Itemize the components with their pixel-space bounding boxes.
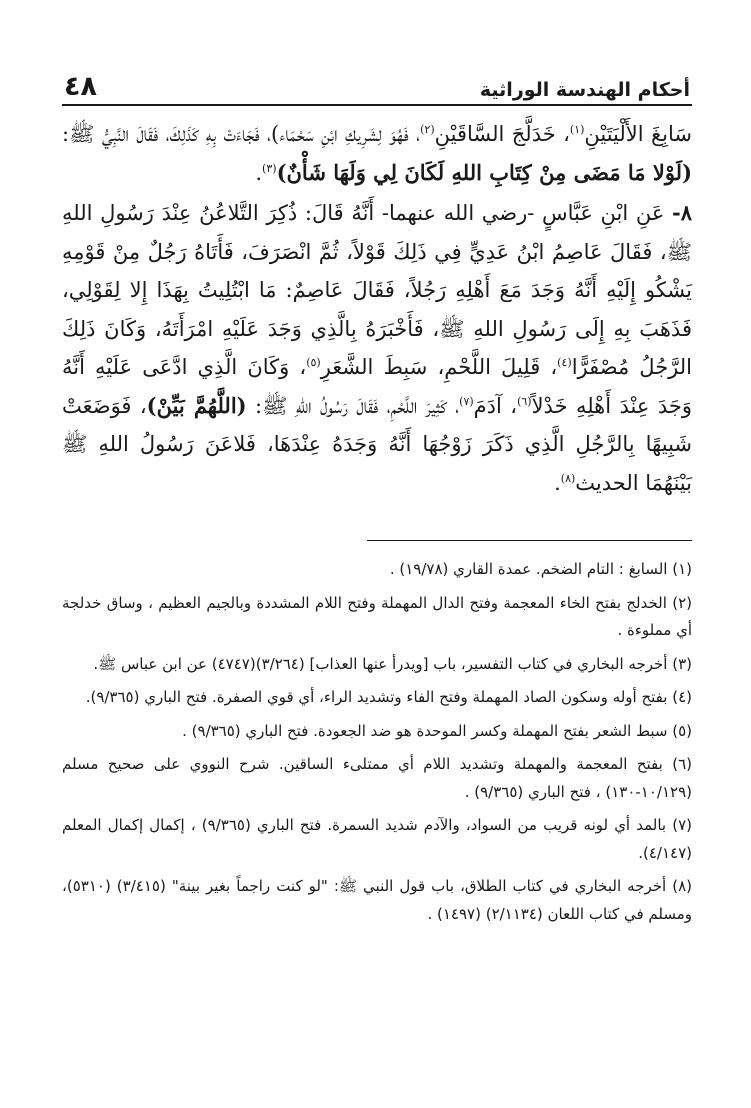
footnote xyxy=(62,684,692,712)
footnote-text: بالمد أي لونه قريب من السواد، والآدم شديد السمرة. فتح الباري (٩/٣٦٥) ، إكمال إكمال المعلم (٤/١٤٧). xyxy=(62,816,692,862)
page xyxy=(62,68,692,502)
text-run: . xyxy=(554,470,561,495)
prophetic-quote: (لَوْلا مَا مَضَى مِنْ كِتَابِ اللهِ لَكَانَ لِي وَلَهَا شَأْنٌ) xyxy=(276,159,692,185)
footnote-marker-6[interactable]: (٦) xyxy=(517,394,532,408)
text-run: ، آدَمَ xyxy=(473,393,518,418)
footnotes xyxy=(62,556,692,934)
footnote-text: بفتح المعجمة والمهملة وتشديد اللام أي ممتلىء الساقين. شرح النووي على صحيح مسلم (١٠/١٢٩-١٣٠) ، فتح الباري (٩/٣٦٥) . xyxy=(62,755,692,801)
prophetic-quote: (اللَّهُمَّ بَيِّنْ) xyxy=(146,392,247,418)
footnote xyxy=(62,651,692,679)
text-run: ، وَكَانَ الَّذِي ادَّعَى عَلَيْهِ أَنَّهُ وَجَدَ عِنْدَ أَهْلِهِ خَدْلاً xyxy=(62,355,692,418)
footnote-number: (٥) xyxy=(672,721,692,740)
footnote-text: أخرجه البخاري في كتاب التفسير، باب [ويدرأ عنها العذاب] (٣/٢٦٤)(٤٧٤٧) عن ابن عباس ﷺ. xyxy=(93,654,668,673)
page-number: ٤٨ xyxy=(64,71,97,102)
page-header xyxy=(62,68,692,106)
text-run: ، قَلِيلَ اللَّحْمِ، سَبِطَ الشَّعَرِ xyxy=(320,355,558,379)
footnote-number: (٤) xyxy=(672,688,692,706)
footnote-marker-3[interactable]: (٣) xyxy=(262,161,277,175)
footnote-number: (٢) xyxy=(672,593,692,612)
text-run: ، خَدَلَّجَ السَّاقَيْنِ xyxy=(434,122,570,146)
footnote-separator xyxy=(367,540,692,541)
text-run: ، فَوَضَعَتْ شَبِيهًا بِالرَّجُلِ الَّذِي ذَكَرَ زَوْجُهَا أَنَّهُ وَجَدَهُ عِنْدَهَا، فَلاعَنَ رَسُولُ اللهِ ﷺ بَيْنَهُمَا الحديث xyxy=(62,393,692,495)
footnote-number: (٨) xyxy=(672,877,692,895)
text-run: سَابِغَ الأَلْيَتَيْنِ xyxy=(584,122,692,146)
footnote xyxy=(62,751,692,806)
footnote xyxy=(62,812,692,867)
text-run: ، كَثِيرَ اللَّحْمِ، فَقَالَ رَسُولُ اللهِ ﷺ: xyxy=(246,393,460,418)
text-run: ، فَهُوَ لِشَرِيكِ ابْنِ سَحْمَاء)، فَجَاءَتْ بِهِ كَذَلِكَ، فَقَالَ النَّبِيُّ ﷺ: xyxy=(62,122,421,146)
footnote-number: (٣) xyxy=(672,654,692,673)
footnote xyxy=(62,873,692,928)
footnote-marker-8[interactable]: (٨) xyxy=(560,471,576,485)
paragraph-continuation xyxy=(62,115,692,192)
footnote-text: أخرجه البخاري في كتاب الطلاق، باب قول النبي ﷺ: "لو كنت راجماً بغير بينة" (٣/٤١٥) (٥٣١٠)، ومسلم في كتاب اللعان (٢/١١٣٤) (١٤٩٧) . xyxy=(62,877,692,923)
text-run: . xyxy=(255,160,263,185)
footnote-marker-7[interactable]: (٧) xyxy=(459,394,474,408)
footnote-marker-4[interactable]: (٤) xyxy=(557,356,572,369)
footnote-number: (١) xyxy=(672,560,692,578)
running-title: أحكام الهندسة الوراثية xyxy=(479,79,690,101)
main-text xyxy=(62,115,692,502)
hadith-8 xyxy=(62,194,692,502)
footnote-text: السابغ : التام الضخم. عمدة القاري (١٩/٧٨) . xyxy=(389,560,668,578)
footnote xyxy=(62,718,692,746)
hadith-number: ٨- xyxy=(672,200,692,225)
text-run: عَنِ ابْنِ عَبَّاسٍ -رضي الله عنهما- أَنَّهُ قَالَ: ذُكِرَ التَّلاعُنُ عِنْدَ رَسُولِ اللهِ ﷺ، فَقَالَ عَاصِمُ ابْنُ عَدِيٍّ فِي ذَلِكَ قَوْلاً، ثُمَّ انْصَرَفَ، فَأَتَاهُ رَجُلٌ مِنْ قَوْمِهِ يَشْكُو إِلَيْهِ أَنَّهُ وَجَدَ مَعَ أَهْلِهِ رَجُلاً، فَقَالَ عَاصِمٌ: مَا ابْتُلِيتُ بِهَذَا إِلا لِقَوْلِي، فَذَهَبَ بِهِ إِلَى رَسُولِ اللهِ ﷺ، فَأَخْبَرَهُ بِالَّذِي وَجَدَ عَلَيْهِ امْرَأَتَهُ، وَكَانَ ذَلِكَ الرَّجُلُ مُصْفَرًّا xyxy=(62,201,692,379)
footnote-text: سبط الشعر بفتح المهملة وكسر الموحدة هو ضد الجعودة. فتح الباري (٩/٣٦٥) . xyxy=(182,721,668,740)
footnote-text: بفتح أوله وسكون الصاد المهملة وفتح الفاء وتشديد الراء، أي قوي الصفرة. فتح الباري (٩/٣٦٥). xyxy=(85,688,668,706)
footnote xyxy=(62,556,692,584)
footnote-marker-2[interactable]: (٢) xyxy=(420,123,435,136)
footnote-marker-1[interactable]: (١) xyxy=(569,123,585,136)
footnote-marker-5[interactable]: (٥) xyxy=(306,356,321,369)
footnote xyxy=(62,590,692,645)
footnote-text: الخدلج بفتح الخاء المعجمة وفتح الدال المهملة وفتح اللام المشددة وبالجيم العظيم ، وساق خدلجة أي مملوءة . xyxy=(62,593,692,639)
footnote-number: (٦) xyxy=(672,755,692,773)
footnote-number: (٧) xyxy=(672,816,692,834)
